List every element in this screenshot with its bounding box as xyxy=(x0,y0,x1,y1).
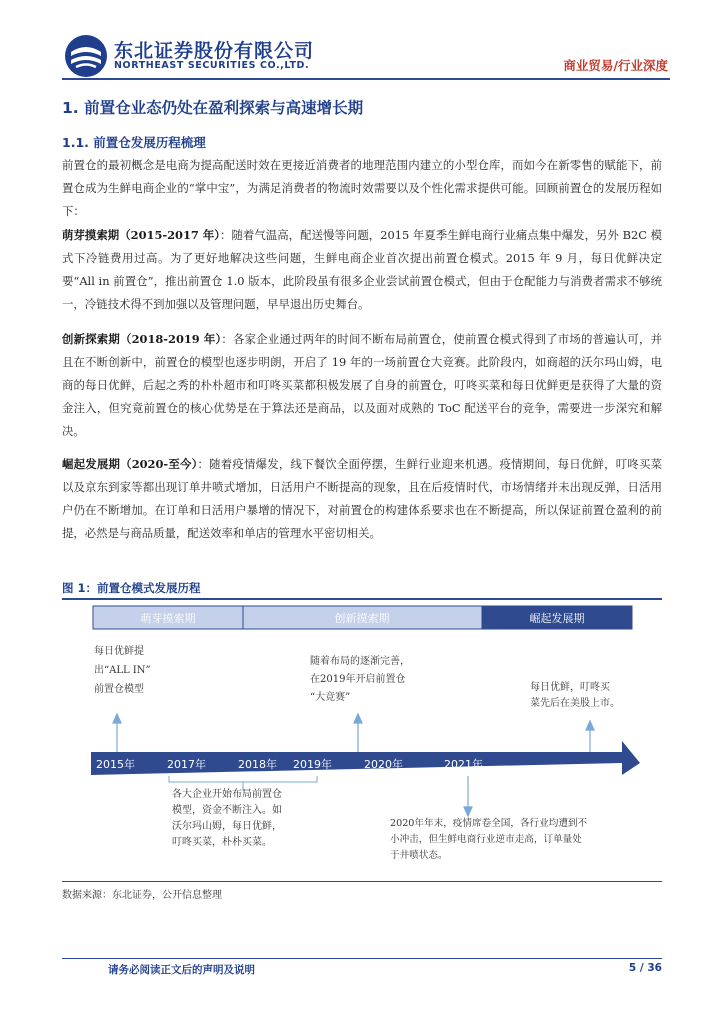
note-line: 每日优鲜提 xyxy=(94,646,144,657)
company-name-cn: 东北证券股份有限公司 xyxy=(114,40,315,62)
note-line: 出“ALL IN” xyxy=(94,665,151,676)
figure-source: 数据来源：东北证券，公开信息整理 xyxy=(62,890,222,901)
note-2021 xyxy=(530,680,620,709)
figure-top-rule xyxy=(62,598,662,600)
paragraph-text: ：各家企业通过两年的时间不断布局前置仓，使前置仓模式得到了市场的普遍认可，并且在不断创新中，前置仓的模型也逐步明朗，开启了 19 年的一场前置仓大竞赛。此阶段内，如商超的沃尔玛山姆，电商的每日优鲜，后起之秀的朴朴超市和叮咚买菜都积极发展了自身的前置仓，叮咚买菜和每日优鲜更是获得了大量的资金注入，但究竟前置仓的核心优势是在于算法还是商品，以及面对成熟的 ToC 配送平台的竞争，需要进一步深究和解决。 xyxy=(62,332,662,438)
note-line: 2020年年末，疫情席卷全国，各行业均遭到不 xyxy=(390,818,588,829)
phase-label-2: 创新摸索期 xyxy=(334,612,390,625)
company-logo-icon xyxy=(64,34,108,78)
subsection-heading: 1.1. 前置仓发展历程梳理 xyxy=(62,135,206,150)
note-line: 小冲击，但生鲜电商行业逆市走高，订单量处 xyxy=(390,834,582,845)
note-line: 叮咚买菜，朴朴买菜。 xyxy=(172,837,272,848)
report-category: 商业贸易/行业深度 xyxy=(563,58,668,73)
paragraph-lead: 崛起发展期（2020-至今） xyxy=(62,457,198,471)
timeline-diagram xyxy=(62,602,662,878)
year-label-2020: 2020年 xyxy=(364,758,403,771)
footer-disclaimer: 请务必阅读正文后的声明及说明 xyxy=(108,964,255,976)
footer-divider xyxy=(62,958,662,959)
figure-bottom-rule xyxy=(62,881,662,882)
paragraph-phase-2 xyxy=(62,328,662,443)
paragraph-lead: 萌芽摸索期（2015-2017 年） xyxy=(62,228,221,242)
section-heading: 1. 前置仓业态仍处在盈利探索与高速增长期 xyxy=(62,99,364,117)
year-label-2017: 2017年 xyxy=(167,758,206,771)
paragraph-text: ：随着疫情爆发，线下餐饮全面停摆，生鲜行业迎来机遇。疫情期间，每日优鲜，叮咚买菜以及京东到家等都出现订单井喷式增加，日活用户不断提高的现象，且在后疫情时代，市场情绪并未出现反弹，日活用户仍在不断增加。在订单和日活用户暴增的情况下，对前置仓的构建体系要求也在不断提高，所以保证前置仓盈利的前提，必然是与商品质量，配送效率和单店的管理水平密切相关。 xyxy=(62,457,662,540)
company-name-en: NORTHEAST SECURITIES CO.,LTD. xyxy=(114,60,310,71)
year-label-2018: 2018年 xyxy=(238,758,277,771)
note-2020 xyxy=(390,817,588,861)
note-line: 随着布局的逐渐完善， xyxy=(310,656,410,667)
note-2015 xyxy=(94,644,151,695)
note-2017-2019 xyxy=(172,787,282,848)
page-number: 5 / 36 xyxy=(628,962,662,974)
note-line: 菜先后在美股上市。 xyxy=(530,698,620,709)
note-line: “大竞赛” xyxy=(310,692,351,703)
note-line: 于井喷状态。 xyxy=(390,850,448,861)
year-label-2021: 2021年 xyxy=(444,758,483,771)
paragraph-lead: 创新探索期（2018-2019 年） xyxy=(62,332,222,346)
note-line: 沃尔玛山姆，每日优鲜， xyxy=(172,821,282,832)
note-line: 模型，资金不断注入。如 xyxy=(172,805,282,816)
note-line: 在2019年开启前置仓 xyxy=(310,674,406,685)
note-line: 每日优鲜，叮咚买 xyxy=(530,682,610,693)
note-line: 各大企业开始布局前置仓 xyxy=(172,789,282,800)
paragraph-phase-3 xyxy=(62,453,662,545)
paragraph-phase-1 xyxy=(62,224,662,316)
figure-title: 图 1：前置仓模式发展历程 xyxy=(62,581,201,595)
paragraph-intro xyxy=(62,154,662,223)
note-line: 前置仓模型 xyxy=(94,684,144,695)
phase-label-3: 崛起发展期 xyxy=(529,612,585,625)
header-divider xyxy=(62,78,670,80)
paragraph-text: ：随着气温高，配送慢等问题，2015 年夏季生鲜电商行业痛点集中爆发，另外 B2C 模式下冷链费用过高。为了更好地解决这些问题，生鲜电商企业首次提出前置仓模式。2015 年 9 月，每日优鲜决定要“All in 前置仓”，推出前置仓 1.0 版本，此阶段虽有很多企业尝试前置仓模式，但由于仓配能力与消费者需求不够统一，冷链技术得不到加强以及管理问题，早早退出历史舞台。 xyxy=(62,228,662,311)
note-2019 xyxy=(310,654,410,703)
year-label-2015: 2015年 xyxy=(96,758,135,771)
phase-label-1: 萌芽摸索期 xyxy=(140,612,196,625)
year-label-2019: 2019年 xyxy=(293,758,332,771)
paragraph-text: 前置仓的最初概念是电商为提高配送时效在更接近消费者的地理范围内建立的小型仓库，而如今在新零售的赋能下，前置仓成为生鲜电商企业的“掌中宝”，为满足消费者的物流时效需要以及个性化需求提供可能。回顾前置仓的发展历程如下： xyxy=(62,158,662,218)
